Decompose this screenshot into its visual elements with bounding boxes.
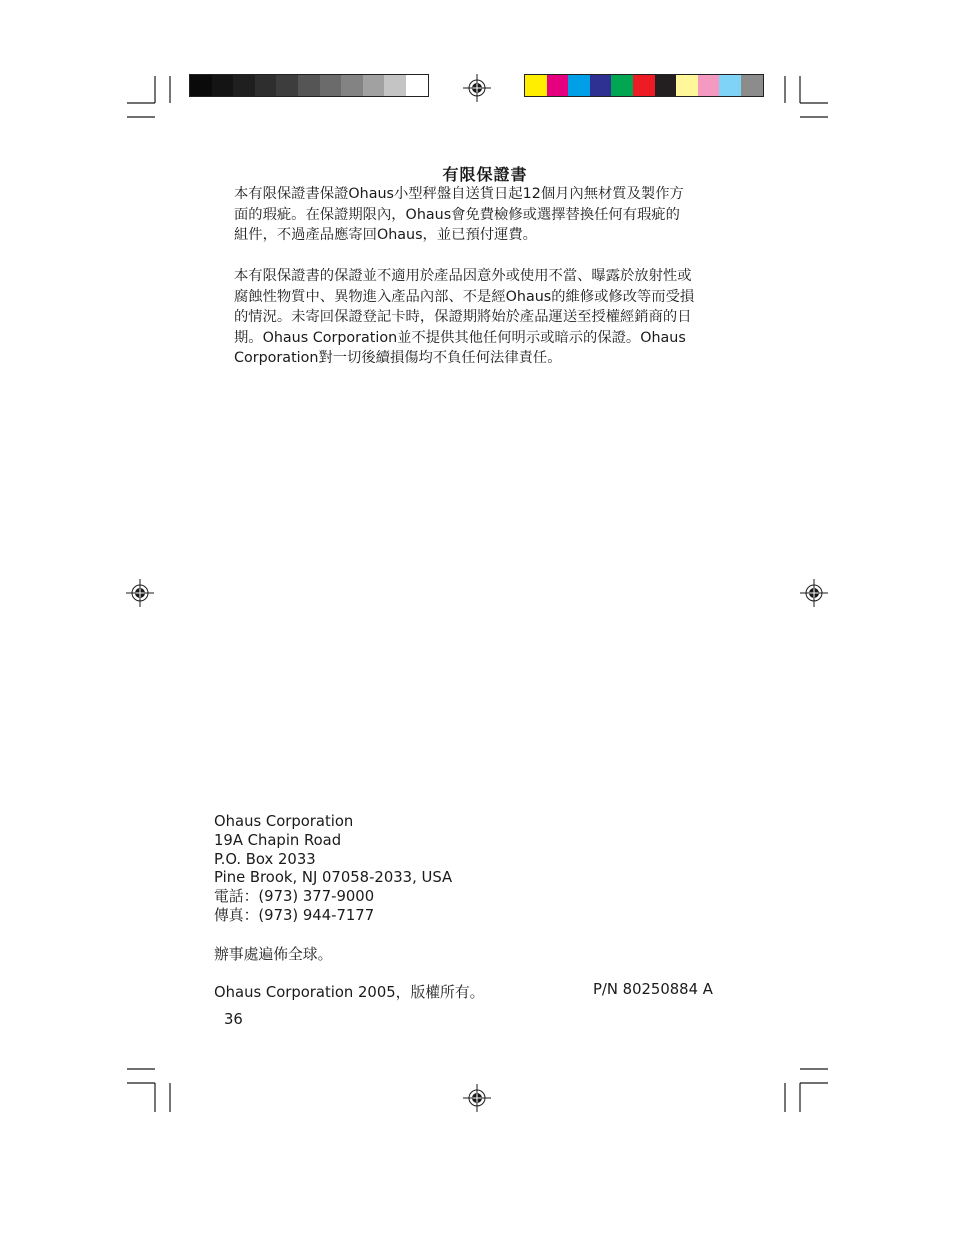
gray-swatch-9 — [363, 75, 385, 96]
text-line: 面的瑕疵。在保證期限內，Ohaus會免費檢修或選擇替換任何有瑕疵的 — [234, 206, 680, 223]
color-swatch-5 — [611, 75, 633, 96]
gray-swatch-3 — [233, 75, 255, 96]
color-swatch-7 — [655, 75, 677, 96]
warranty-paragraph-1 — [234, 184, 744, 246]
company-name: Ohaus Corporation — [214, 813, 354, 830]
text-line: 的情況。未寄回保證登記卡時，保證期將始於產品運送至授權經銷商的日 — [234, 309, 692, 326]
gray-swatch-4 — [255, 75, 277, 96]
grayscale-calibration-bar — [189, 74, 429, 97]
text-line: Corporation對一切後續損傷均不負任何法律責任。 — [234, 350, 562, 367]
color-swatch-2 — [547, 75, 569, 96]
city-state-zip: Pine Brook, NJ 07058-2033, USA — [214, 869, 453, 887]
color-swatch-10 — [719, 75, 741, 96]
phone-number: 電話：(973) 377-9000 — [214, 888, 375, 906]
gray-swatch-6 — [298, 75, 320, 96]
color-swatch-1 — [525, 75, 547, 96]
po-box: P.O. Box 2033 — [214, 850, 316, 868]
color-swatch-9 — [698, 75, 720, 96]
part-number: P/N 80250884 A — [593, 981, 713, 998]
contact-address-block — [214, 813, 452, 926]
gray-swatch-5 — [276, 75, 298, 96]
warranty-title: 有限保證書 — [442, 165, 528, 184]
gray-swatch-1 — [190, 75, 212, 96]
text-line: 腐蝕性物質中、異物進入產品內部、不是經Ohaus的維修或修改等而受損 — [234, 288, 695, 305]
registration-target-right-icon — [800, 579, 828, 607]
street-address: 19A Chapin Road — [214, 831, 342, 849]
color-swatch-8 — [676, 75, 698, 96]
fax-number: 傳真：(973) 944-7177 — [214, 906, 375, 924]
text-line: 期。Ohaus Corporation並不提供其他任何明示或暗示的保證。Ohaus — [234, 329, 686, 346]
copyright-notice: Ohaus Corporation 2005，版權所有。 — [214, 984, 485, 1001]
gray-swatch-7 — [320, 75, 342, 96]
registration-target-left-icon — [126, 579, 154, 607]
color-swatch-11 — [741, 75, 763, 96]
page-number: 36 — [224, 1011, 243, 1028]
text-line: 本有限保證書保證Ohaus小型秤盤自送貨日起12個月內無材質及製作方 — [234, 186, 684, 202]
color-swatch-3 — [568, 75, 590, 96]
gray-swatch-2 — [212, 75, 234, 96]
gray-swatch-11 — [406, 75, 428, 96]
registration-target-bottom-icon — [463, 1084, 491, 1112]
warranty-paragraph-2 — [234, 266, 744, 369]
color-swatch-6 — [633, 75, 655, 96]
worldwide-offices-note: 辦事處遍佈全球。 — [214, 946, 333, 963]
color-calibration-bar — [524, 74, 764, 97]
registration-target-top-icon — [463, 74, 491, 102]
text-line: 本有限保證書的保證並不適用於產品因意外或使用不當、曝露於放射性或 — [234, 268, 692, 284]
color-swatch-4 — [590, 75, 612, 96]
text-line: 組件，不過產品應寄回Ohaus，並已預付運費。 — [234, 227, 537, 244]
gray-swatch-8 — [341, 75, 363, 96]
gray-swatch-10 — [384, 75, 406, 96]
